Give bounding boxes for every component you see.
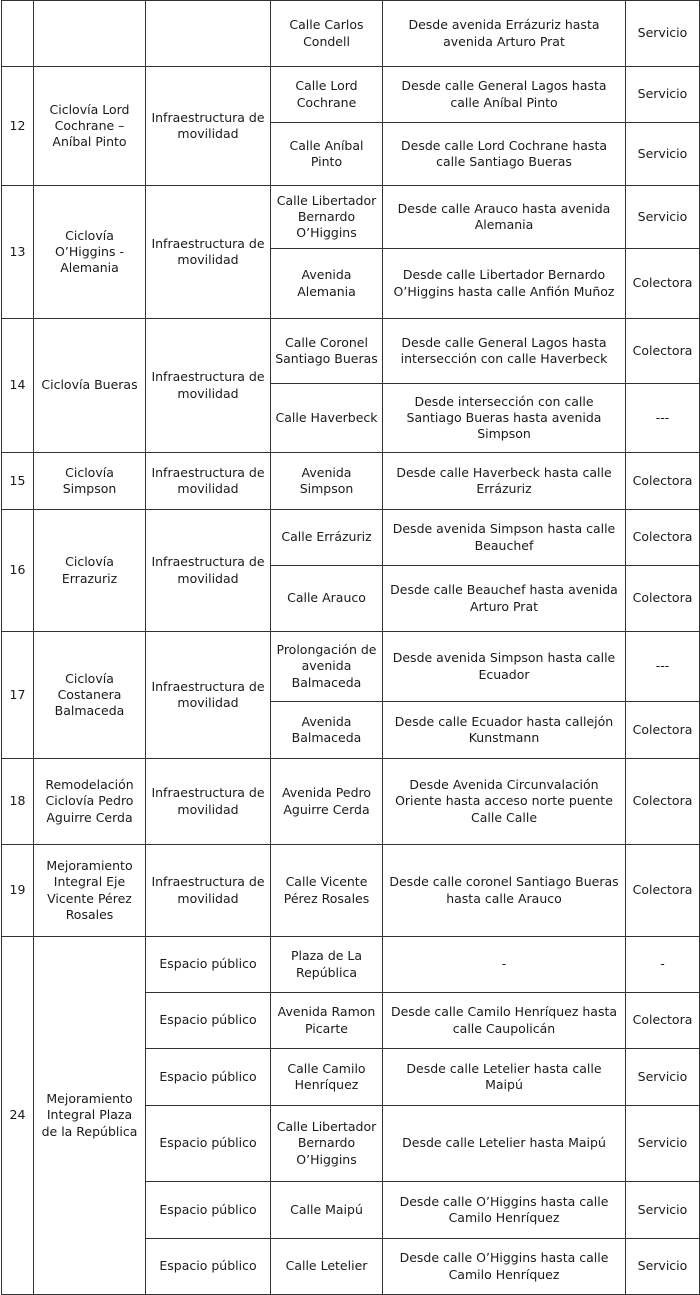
table-row [2, 319, 700, 384]
street-cell: Calle Aníbal Pinto [271, 123, 383, 186]
street-cell: Calle Maipú [271, 1182, 383, 1239]
category-cell: Espacio público [146, 1049, 271, 1106]
project-name-cell: Ciclovía Simpson [34, 453, 146, 510]
street-cell: Calle Libertador Bernardo O’Higgins [271, 1106, 383, 1182]
road-type-cell: Colectora [626, 993, 700, 1049]
category-cell: Infraestructura de movilidad [146, 510, 271, 632]
category-cell: Infraestructura de movilidad [146, 453, 271, 510]
category-cell: Infraestructura de movilidad [146, 319, 271, 453]
street-cell: Avenida Balmaceda [271, 702, 383, 759]
project-number-cell: 13 [2, 186, 34, 319]
road-type-cell: --- [626, 384, 700, 453]
section-cell: Desde calle Ecuador hasta callejón Kunstmann [383, 702, 626, 759]
road-type-cell: Servicio [626, 123, 700, 186]
road-type-cell: Servicio [626, 1049, 700, 1106]
street-cell: Calle Lord Cochrane [271, 67, 383, 123]
road-type-cell: Servicio [626, 1182, 700, 1239]
project-name-cell: Ciclovía Costanera Balmaceda [34, 632, 146, 759]
road-type-cell: Colectora [626, 510, 700, 566]
project-number-cell: 18 [2, 759, 34, 845]
category-cell: Espacio público [146, 1239, 271, 1295]
road-type-cell: Colectora [626, 702, 700, 759]
section-cell: Desde avenida Simpson hasta calle Ecuador [383, 632, 626, 702]
street-cell: Calle Errázuriz [271, 510, 383, 566]
category-cell: Infraestructura de movilidad [146, 186, 271, 319]
road-type-cell: Servicio [626, 186, 700, 249]
section-cell: Desde calle Beauchef hasta avenida Arturo Prat [383, 566, 626, 632]
project-name-cell: Mejoramiento Integral Eje Vicente Pérez Rosales [34, 845, 146, 937]
section-cell: Desde calle O’Higgins hasta calle Camilo Henríquez [383, 1239, 626, 1295]
road-type-cell: Colectora [626, 249, 700, 319]
road-type-cell: Colectora [626, 453, 700, 510]
street-cell: Prolongación de avenida Balmaceda [271, 632, 383, 702]
category-cell [146, 1, 271, 67]
road-type-cell: Colectora [626, 759, 700, 845]
section-cell: Desde calle coronel Santiago Bueras hasta calle Arauco [383, 845, 626, 937]
street-cell: Calle Letelier [271, 1239, 383, 1295]
section-cell: Desde calle O’Higgins hasta calle Camilo Henríquez [383, 1182, 626, 1239]
table-row [2, 937, 700, 993]
project-number-cell: 12 [2, 67, 34, 186]
road-type-cell: Colectora [626, 319, 700, 384]
project-number-cell: 16 [2, 510, 34, 632]
street-cell: Plaza de La República [271, 937, 383, 993]
section-cell: Desde Avenida Circunvalación Oriente hasta acceso norte puente Calle Calle [383, 759, 626, 845]
table-row [2, 1, 700, 67]
table-row [2, 759, 700, 845]
project-number-cell: 17 [2, 632, 34, 759]
category-cell: Espacio público [146, 1182, 271, 1239]
category-cell: Espacio público [146, 937, 271, 993]
project-name-cell: Ciclovía Lord Cochrane – Aníbal Pinto [34, 67, 146, 186]
project-number-cell: 24 [2, 937, 34, 1295]
section-cell: Desde avenida Errázuriz hasta avenida Arturo Prat [383, 1, 626, 67]
category-cell: Infraestructura de movilidad [146, 845, 271, 937]
project-name-cell: Ciclovía Errazuriz [34, 510, 146, 632]
street-cell: Calle Libertador Bernardo O’Higgins [271, 186, 383, 249]
table-row [2, 67, 700, 123]
section-cell: Desde calle Libertador Bernardo O’Higgins hasta calle Anfión Muñoz [383, 249, 626, 319]
street-cell: Calle Camilo Henríquez [271, 1049, 383, 1106]
category-cell: Infraestructura de movilidad [146, 67, 271, 186]
road-type-cell: Colectora [626, 566, 700, 632]
street-cell: Avenida Alemania [271, 249, 383, 319]
street-cell: Avenida Simpson [271, 453, 383, 510]
section-cell: Desde calle Letelier hasta Maipú [383, 1106, 626, 1182]
street-cell: Calle Haverbeck [271, 384, 383, 453]
section-cell: Desde calle Lord Cochrane hasta calle Santiago Bueras [383, 123, 626, 186]
street-cell: Avenida Ramon Picarte [271, 993, 383, 1049]
section-cell: Desde calle Camilo Henríquez hasta calle Caupolicán [383, 993, 626, 1049]
street-cell: Calle Carlos Condell [271, 1, 383, 67]
road-type-cell: Servicio [626, 67, 700, 123]
project-name-cell [34, 1, 146, 67]
project-name-cell: Ciclovía Bueras [34, 319, 146, 453]
street-cell: Calle Vicente Pérez Rosales [271, 845, 383, 937]
road-type-cell: Servicio [626, 1106, 700, 1182]
section-cell: Desde calle Haverbeck hasta calle Errázuriz [383, 453, 626, 510]
section-cell: Desde calle General Lagos hasta calle Aníbal Pinto [383, 67, 626, 123]
road-type-cell: --- [626, 632, 700, 702]
project-number-cell: 19 [2, 845, 34, 937]
project-number-cell [2, 1, 34, 67]
projects-table [1, 0, 700, 1295]
street-cell: Avenida Pedro Aguirre Cerda [271, 759, 383, 845]
table-row [2, 845, 700, 937]
project-number-cell: 15 [2, 453, 34, 510]
section-cell: - [383, 937, 626, 993]
street-cell: Calle Coronel Santiago Bueras [271, 319, 383, 384]
section-cell: Desde calle General Lagos hasta intersección con calle Haverbeck [383, 319, 626, 384]
project-name-cell: Ciclovía O’Higgins - Alemania [34, 186, 146, 319]
section-cell: Desde avenida Simpson hasta calle Beauchef [383, 510, 626, 566]
road-type-cell: Servicio [626, 1239, 700, 1295]
category-cell: Espacio público [146, 993, 271, 1049]
project-name-cell: Remodelación Ciclovía Pedro Aguirre Cerda [34, 759, 146, 845]
section-cell: Desde intersección con calle Santiago Bueras hasta avenida Simpson [383, 384, 626, 453]
project-name-cell: Mejoramiento Integral Plaza de la República [34, 937, 146, 1295]
table-row [2, 453, 700, 510]
road-type-cell: Colectora [626, 845, 700, 937]
street-cell: Calle Arauco [271, 566, 383, 632]
project-number-cell: 14 [2, 319, 34, 453]
category-cell: Infraestructura de movilidad [146, 632, 271, 759]
category-cell: Espacio público [146, 1106, 271, 1182]
road-type-cell: - [626, 937, 700, 993]
category-cell: Infraestructura de movilidad [146, 759, 271, 845]
section-cell: Desde calle Letelier hasta calle Maipú [383, 1049, 626, 1106]
road-type-cell: Servicio [626, 1, 700, 67]
table-row [2, 632, 700, 702]
section-cell: Desde calle Arauco hasta avenida Alemania [383, 186, 626, 249]
table-row [2, 186, 700, 249]
table-row [2, 510, 700, 566]
